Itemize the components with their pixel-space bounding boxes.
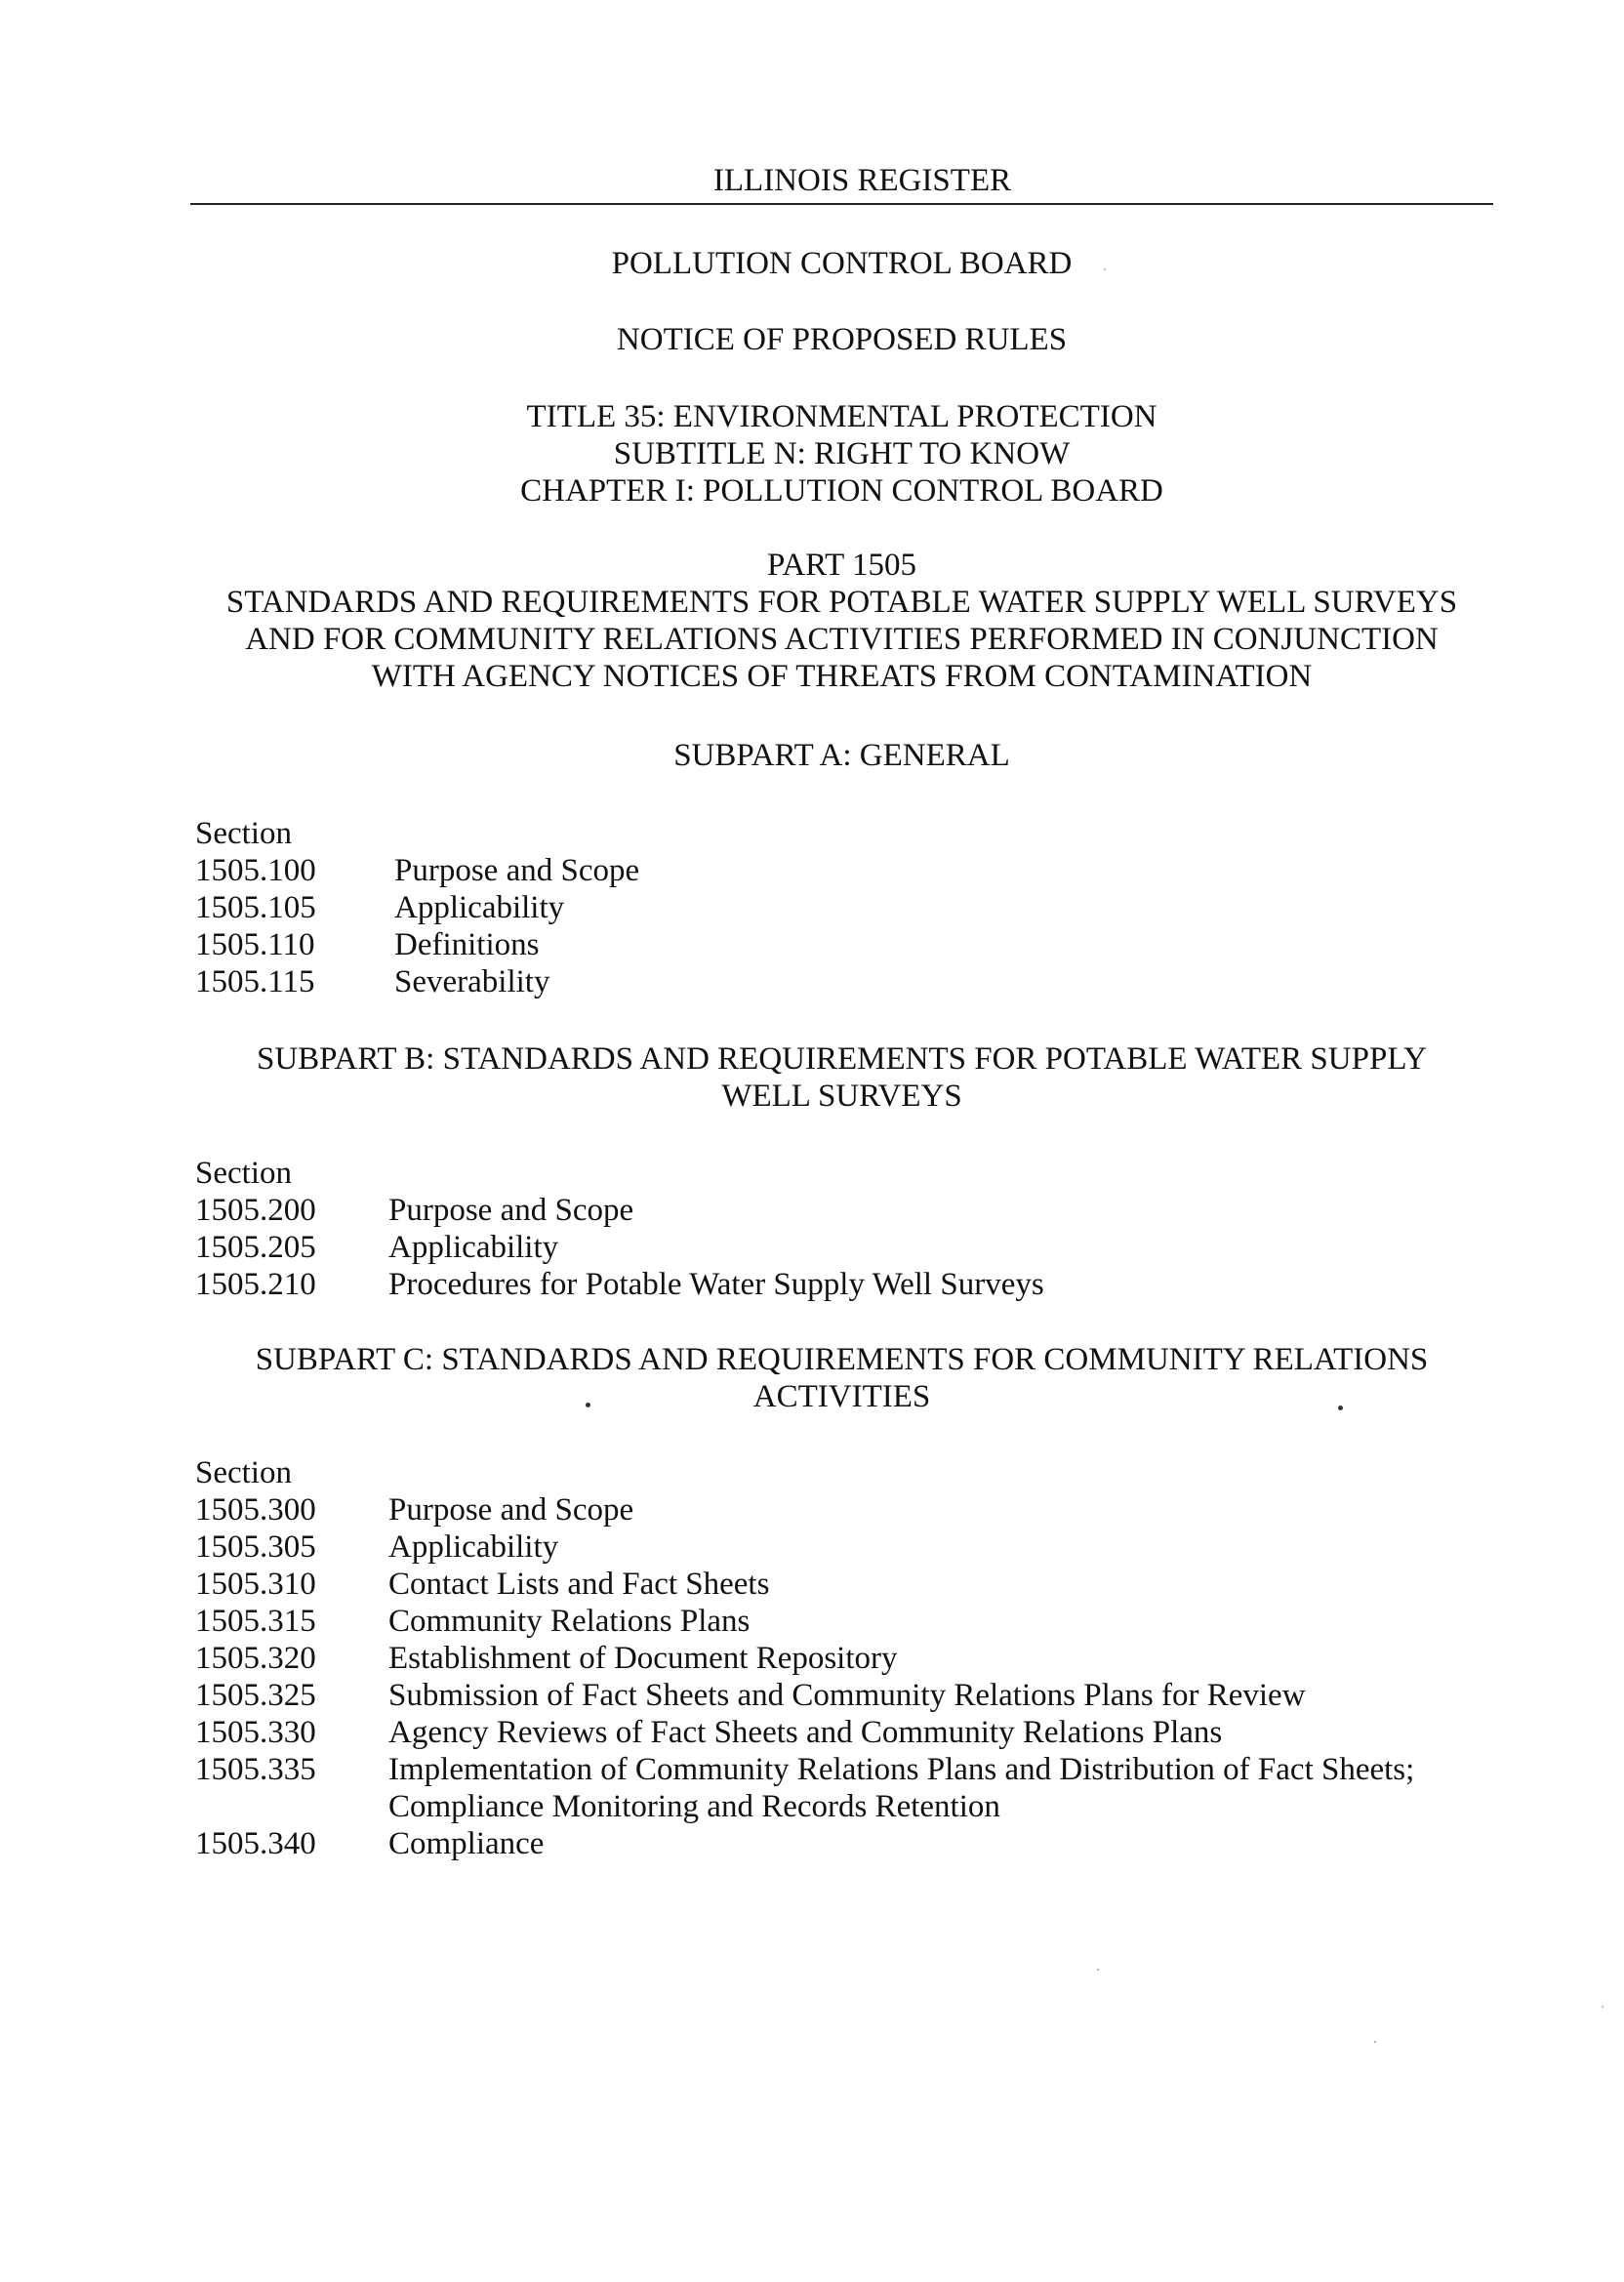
subpart-c-heading (210, 1341, 1474, 1415)
section-title: Implementation of Community Relations Plans and Distribution of Fact Sheets; Compliance Monitoring and Records Retention (388, 1752, 1415, 1824)
toc-row (195, 1603, 1464, 1640)
toc-row (195, 1192, 1464, 1229)
subpart-a-toc (195, 815, 1464, 1000)
part-title-line-1: STANDARDS AND REQUIREMENTS FOR POTABLE WATER SUPPLY WELL SURVEYS (225, 585, 1458, 620)
section-number: 1505.330 (195, 1715, 316, 1750)
subpart-c-toc (195, 1454, 1464, 1862)
toc-row (195, 1640, 1464, 1677)
title-block (190, 398, 1493, 509)
title-line: TITLE 35: ENVIRONMENTAL PROTECTION (526, 399, 1157, 434)
notice-title: NOTICE OF PROPOSED RULES (616, 322, 1068, 357)
section-number: 1505.305 (195, 1529, 316, 1565)
toc-row (195, 1825, 1464, 1862)
section-title: Applicability (394, 890, 565, 925)
scan-speck (1338, 1406, 1343, 1410)
toc-row (195, 1229, 1464, 1266)
section-number: 1505.340 (195, 1826, 316, 1861)
subpart-b-title-line-2: WELL SURVEYS (721, 1079, 962, 1114)
section-title: Applicability (388, 1529, 559, 1565)
toc-row (195, 926, 1464, 963)
subpart-c-title-line-1: SUBPART C: STANDARDS AND REQUIREMENTS FOR COMMUNITY RELATIONS (255, 1342, 1429, 1377)
subtitle-line: SUBTITLE N: RIGHT TO KNOW (613, 436, 1071, 471)
header-rule (190, 203, 1493, 205)
section-title: Purpose and Scope (388, 1492, 634, 1528)
notice-title-block (190, 321, 1493, 358)
section-title: Procedures for Potable Water Supply Well Surveys (388, 1267, 1044, 1302)
section-title: Agency Reviews of Fact Sheets and Community Relations Plans (388, 1715, 1223, 1750)
section-title: Severability (394, 964, 550, 999)
section-number: 1505.110 (195, 927, 315, 962)
toc-row (195, 1677, 1464, 1714)
section-number: 1505.105 (195, 890, 316, 925)
section-number: 1505.205 (195, 1230, 316, 1265)
section-title: Compliance (388, 1826, 545, 1861)
section-number: 1505.300 (195, 1492, 316, 1528)
section-column-label: Section (195, 1455, 292, 1490)
section-number: 1505.335 (195, 1752, 316, 1787)
section-title: Submission of Fact Sheets and Community Relations Plans for Review (388, 1678, 1306, 1713)
register-title: ILLINOIS REGISTER (712, 163, 1012, 198)
section-number: 1505.325 (195, 1678, 316, 1713)
section-number: 1505.210 (195, 1267, 316, 1302)
section-column-label: Section (195, 816, 292, 851)
part-heading (190, 547, 1493, 695)
toc-row (195, 1714, 1464, 1751)
toc-row (195, 1491, 1464, 1528)
section-column-label: Section (195, 1156, 292, 1191)
subpart-a-title: SUBPART A: GENERAL (673, 738, 1010, 773)
part-title-line-2: AND FOR COMMUNITY RELATIONS ACTIVITIES PERFORMED IN CONJUNCTION (245, 622, 1439, 657)
subpart-b-heading (210, 1040, 1474, 1115)
section-number: 1505.310 (195, 1567, 316, 1602)
section-number: 1505.320 (195, 1641, 316, 1676)
section-title: Community Relations Plans (388, 1604, 751, 1639)
toc-row (195, 1528, 1464, 1566)
part-number: PART 1505 (767, 548, 916, 583)
section-number: 1505.100 (195, 853, 316, 888)
board-title-block (190, 245, 1493, 282)
toc-row (195, 1566, 1464, 1603)
section-title: Applicability (388, 1230, 559, 1265)
section-number: 1505.315 (195, 1604, 316, 1639)
section-title: Purpose and Scope (388, 1193, 634, 1228)
chapter-line: CHAPTER I: POLLUTION CONTROL BOARD (520, 473, 1163, 509)
scan-speck (586, 1403, 590, 1407)
scan-speck (1602, 2006, 1604, 2008)
scan-speck (1104, 268, 1106, 270)
section-number: 1505.115 (195, 964, 315, 999)
subpart-a-heading (190, 737, 1493, 774)
toc-row (195, 852, 1464, 889)
toc-row (195, 889, 1464, 926)
section-title: Establishment of Document Repository (388, 1641, 898, 1676)
section-title: Definitions (394, 927, 540, 962)
subpart-b-title-line-1: SUBPART B: STANDARDS AND REQUIREMENTS FOR POTABLE WATER SUPPLY (256, 1041, 1428, 1077)
section-title: Contact Lists and Fact Sheets (388, 1567, 770, 1602)
part-title-line-3: WITH AGENCY NOTICES OF THREATS FROM CONTAMINATION (371, 659, 1313, 694)
section-title: Purpose and Scope (394, 853, 640, 888)
subpart-b-toc (195, 1155, 1464, 1303)
scan-speck (1374, 2041, 1376, 2043)
board-title: POLLUTION CONTROL BOARD (611, 246, 1073, 281)
toc-row (195, 1266, 1464, 1303)
toc-row (195, 963, 1464, 1000)
subpart-c-title-line-2: ACTIVITIES (752, 1379, 931, 1414)
toc-row (195, 1751, 1464, 1825)
page-header (190, 162, 1493, 199)
scan-speck (1097, 1969, 1099, 1971)
section-number: 1505.200 (195, 1193, 316, 1228)
